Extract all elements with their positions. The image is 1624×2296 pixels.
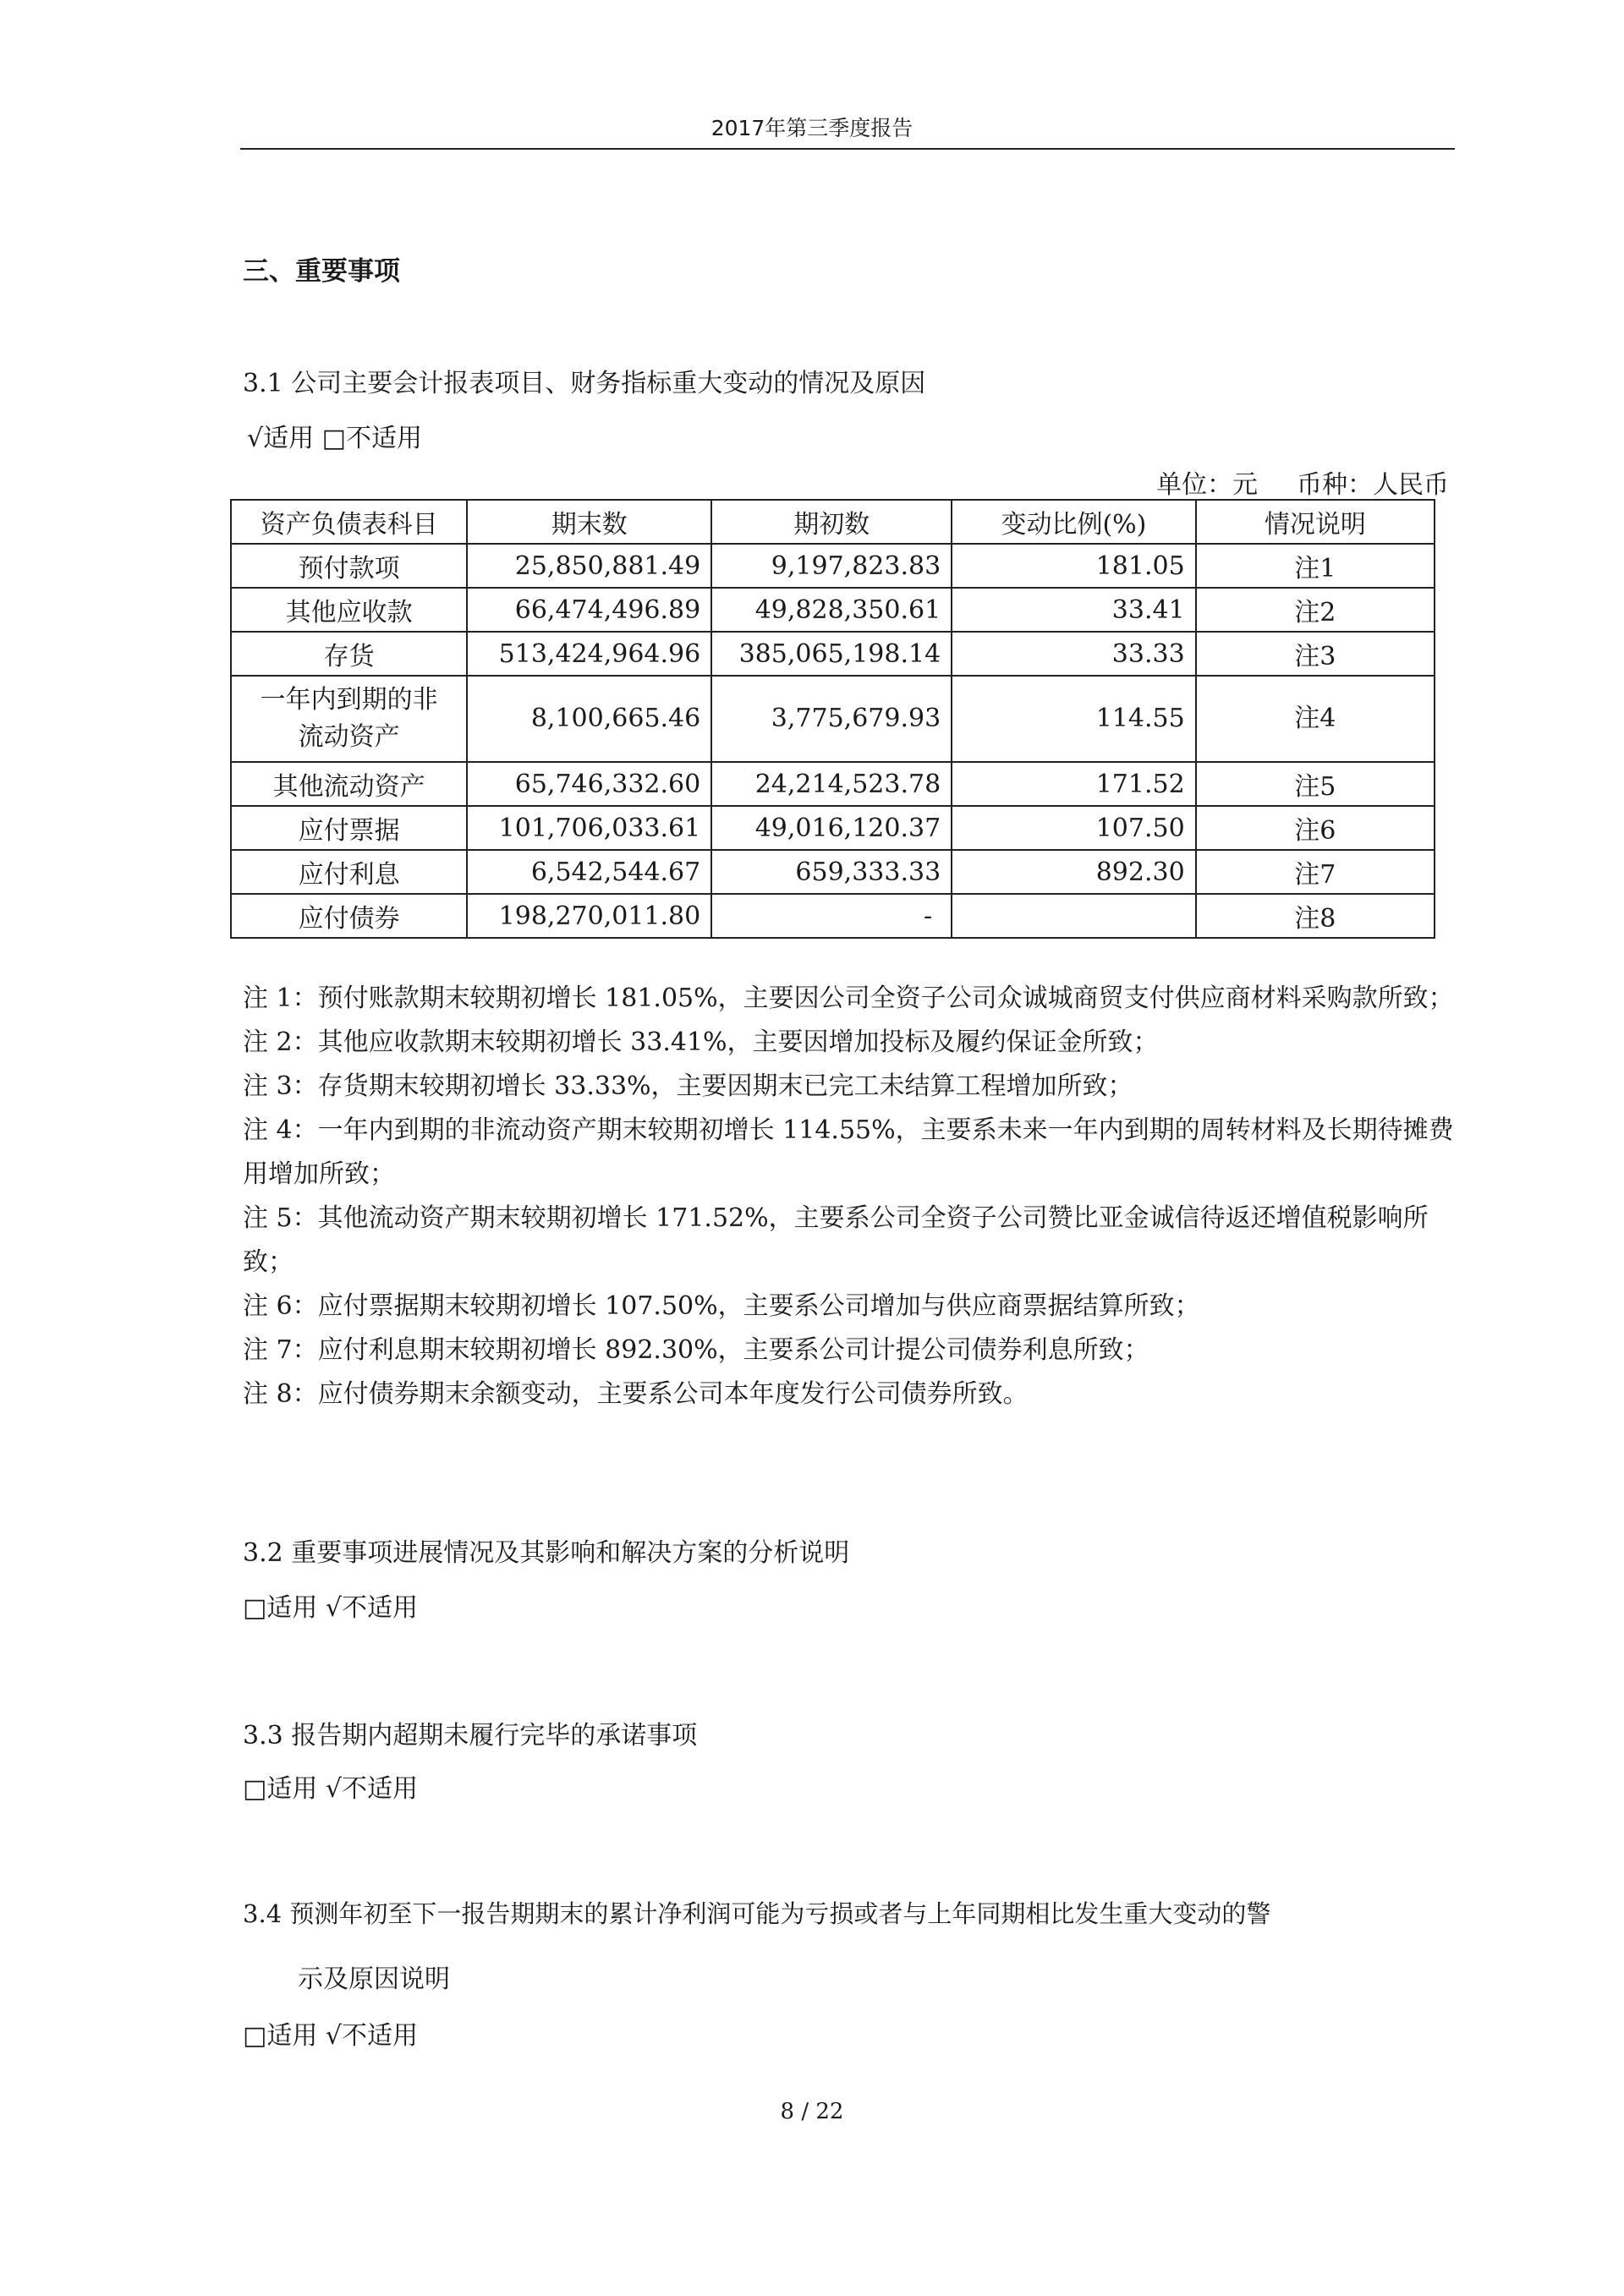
cell-item: 应付利息	[231, 850, 467, 894]
header-divider	[240, 148, 1455, 150]
cell-begin: 49,828,350.61	[711, 588, 952, 632]
cell-end: 198,270,011.80	[467, 894, 711, 938]
cell-item: 预付款项	[231, 544, 467, 588]
cell-ratio: 33.41	[952, 588, 1196, 632]
table-row	[231, 806, 1435, 850]
cell-note: 注3	[1196, 632, 1435, 676]
section-title: 三、重要事项	[243, 256, 400, 287]
cell-ratio: 107.50	[952, 806, 1196, 850]
cell-end: 25,850,881.49	[467, 544, 711, 588]
note-2: 注 2：其他应收款期末较期初增长 33.41%，主要因增加投标及履约保证金所致；	[243, 1027, 1159, 1057]
note-4: 注 4：一年内到期的非流动资产期末较期初增长 114.55%，主要系未来一年内到期的周转材料及长期待摊费用增加所致；	[243, 1115, 1454, 1189]
cell-begin: 385,065,198.14	[711, 632, 952, 676]
col-header-begin: 期初数	[711, 500, 952, 544]
cell-item: 存货	[231, 632, 467, 676]
subsection-3-3-heading: 3.3 报告期内超期未履行完毕的承诺事项	[243, 1721, 698, 1751]
table-row	[231, 850, 1435, 894]
note-6: 注 6：应付票据期末较期初增长 107.50%，主要系公司增加与供应商票据结算所致；	[243, 1291, 1200, 1321]
note-8: 注 8：应付债券期末余额变动，主要系公司本年度发行公司债券所致。	[243, 1379, 1029, 1409]
cell-begin: 659,333.33	[711, 850, 952, 894]
table-row	[231, 894, 1435, 938]
subsection-3-1-applicability: √适用 □不适用	[247, 424, 422, 453]
page-header-title: 2017年第三季度报告	[710, 116, 914, 140]
col-header-end: 期末数	[467, 500, 711, 544]
note-5: 注 5：其他流动资产期末较期初增长 171.52%，主要系公司全资子公司赞比亚金诚信待返还增值税影响所致；	[243, 1203, 1429, 1277]
col-header-ratio: 变动比例(%)	[952, 500, 1196, 544]
subsection-3-2-heading: 3.2 重要事项进展情况及其影响和解决方案的分析说明	[243, 1538, 850, 1568]
cell-end: 513,424,964.96	[467, 632, 711, 676]
subsection-3-3-applicability: □适用 √不适用	[243, 1774, 418, 1804]
cell-begin: 9,197,823.83	[711, 544, 952, 588]
table-row	[231, 588, 1435, 632]
cell-ratio: 892.30	[952, 850, 1196, 894]
subsection-3-4-heading-line2: 示及原因说明	[298, 1964, 450, 1994]
col-header-note: 情况说明	[1196, 500, 1435, 544]
cell-begin: -	[711, 894, 952, 938]
unit-label: 单位：元	[1156, 470, 1258, 500]
cell-item: 应付票据	[231, 806, 467, 850]
cell-ratio: 181.05	[952, 544, 1196, 588]
cell-note: 注7	[1196, 850, 1435, 894]
cell-end: 6,542,544.67	[467, 850, 711, 894]
cell-item	[231, 676, 467, 762]
cell-item-line1: 一年内到期的非	[260, 685, 438, 715]
cell-end: 101,706,033.61	[467, 806, 711, 850]
cell-item: 其他应收款	[231, 588, 467, 632]
cell-ratio: 114.55	[952, 676, 1196, 762]
subsection-3-2-applicability: □适用 √不适用	[243, 1593, 418, 1623]
subsection-3-4-heading-line1: 3.4 预测年初至下一报告期期末的累计净利润可能为亏损或者与上年同期相比发生重大变动的警	[243, 1899, 1271, 1928]
cell-note: 注5	[1196, 762, 1435, 806]
cell-begin: 3,775,679.93	[711, 676, 952, 762]
cell-note: 注4	[1196, 676, 1435, 762]
page-number: 8 / 22	[780, 2099, 844, 2124]
note-3: 注 3：存货期末较期初增长 33.33%，主要因期末已完工未结算工程增加所致；	[243, 1071, 1133, 1101]
col-header-item: 资产负债表科目	[231, 500, 467, 544]
table-row	[231, 762, 1435, 806]
notes-block	[243, 977, 1461, 1417]
cell-note: 注1	[1196, 544, 1435, 588]
cell-end: 66,474,496.89	[467, 588, 711, 632]
cell-ratio: 33.33	[952, 632, 1196, 676]
subsection-3-1-heading: 3.1 公司主要会计报表项目、财务指标重大变动的情况及原因	[243, 369, 926, 398]
cell-end: 8,100,665.46	[467, 676, 711, 762]
cell-item: 其他流动资产	[231, 762, 467, 806]
cell-note: 注8	[1196, 894, 1435, 938]
table-header-row	[231, 500, 1435, 544]
cell-begin: 49,016,120.37	[711, 806, 952, 850]
table-row	[231, 544, 1435, 588]
cell-ratio	[952, 894, 1196, 938]
table-row	[231, 676, 1435, 762]
cell-note: 注2	[1196, 588, 1435, 632]
cell-item: 应付债券	[231, 894, 467, 938]
balance-sheet-change-table	[230, 499, 1435, 939]
cell-end: 65,746,332.60	[467, 762, 711, 806]
unit-currency-line	[1156, 463, 1449, 501]
subsection-3-4-applicability: □适用 √不适用	[243, 2021, 418, 2051]
cell-ratio: 171.52	[952, 762, 1196, 806]
cell-begin: 24,214,523.78	[711, 762, 952, 806]
table-row	[231, 632, 1435, 676]
cell-item-line2: 流动资产	[298, 722, 400, 752]
note-7: 注 7：应付利息期末较期初增长 892.30%，主要系公司计提公司债券利息所致；	[243, 1335, 1149, 1365]
cell-note: 注6	[1196, 806, 1435, 850]
currency-label: 币种：人民币	[1297, 470, 1449, 500]
note-1: 注 1：预付账款期末较期初增长 181.05%，主要因公司全资子公司众诚城商贸支付供应商材料采购款所致；	[243, 984, 1454, 1013]
